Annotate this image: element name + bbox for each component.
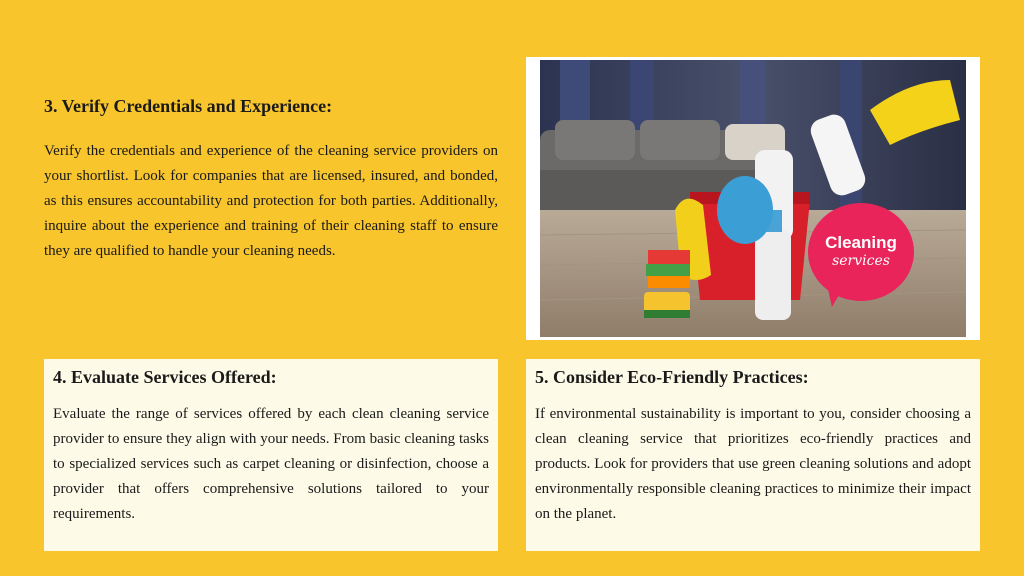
badge-subtitle: services xyxy=(832,253,890,269)
card-eco-friendly xyxy=(526,359,980,551)
section-body: Verify the credentials and experience of the cleaning service providers on your shortlist. Look for companies that are licensed, insured, and bonded, as this ensures accountability and protection for both parties. Additionally, inquire about the experience and training of their cleaning staff to ensure they are qualified to handle your cleaning needs. xyxy=(44,143,498,259)
section-heading: 3. Verify Credentials and Experience: xyxy=(44,96,333,116)
section-verify-credentials xyxy=(44,96,498,264)
card-body: Evaluate the range of services offered by each clean cleaning service provider to ensure they align with your needs. From basic cleaning tasks to specialized services such as carpet cleaning or disinfection, choose a provider that offers comprehensive solutions tailored to your requirements. xyxy=(53,406,489,522)
card-heading: 5. Consider Eco-Friendly Practices: xyxy=(535,367,809,387)
card-body: If environmental sustainability is important to you, consider choosing a clean cleaning service that prioritizes eco-friendly practices and products. Look for providers that use green cleaning solutions and adopt environmentally responsible cleaning practices to minimize their impact on the planet. xyxy=(535,406,971,522)
cleaning-scene-illustration xyxy=(540,60,966,337)
card-evaluate-services xyxy=(44,359,498,551)
badge-title: Cleaning xyxy=(825,233,897,252)
card-heading: 4. Evaluate Services Offered: xyxy=(53,367,277,387)
cleaning-supplies-photo xyxy=(526,57,980,340)
